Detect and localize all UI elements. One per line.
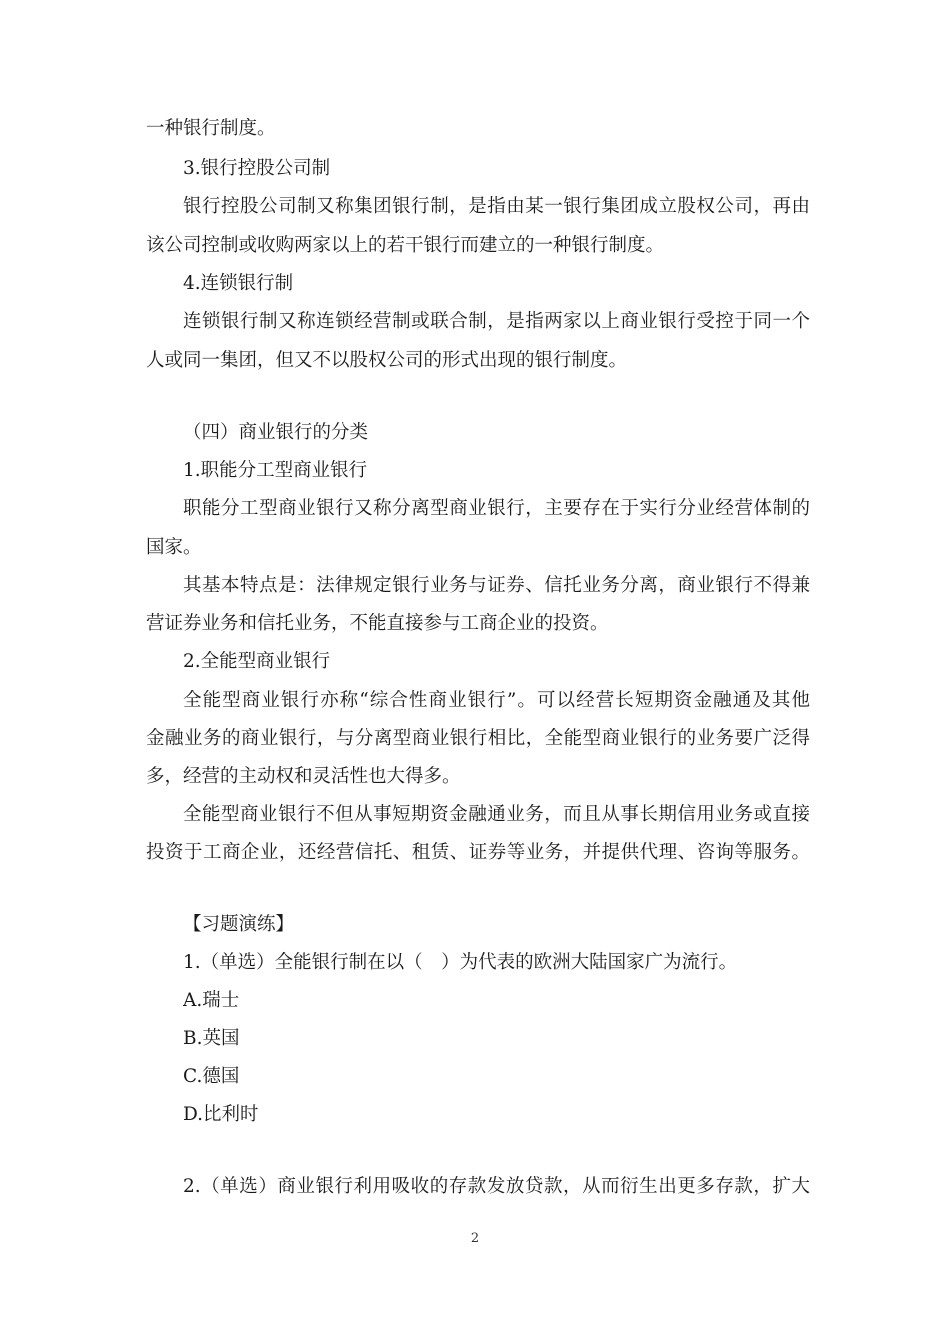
paragraph-line: 银行控股公司制又称集团银行制，是指由某一银行集团成立股权公司，再由 (183, 196, 810, 217)
heading-chain-banking: 4.连锁银行制 (183, 273, 294, 294)
question-1: 1.（单选）全能银行制在以（ ）为代表的欧洲大陆国家广为流行。 (183, 952, 738, 973)
paragraph-line: 多，经营的主动权和灵活性也大得多。 (146, 766, 461, 787)
section-heading-classification: （四）商业银行的分类 (183, 422, 369, 443)
paragraph-line: 营证券业务和信托业务，不能直接参与工商企业的投资。 (146, 613, 609, 634)
paragraph-line: 投资于工商企业，还经营信托、租赁、证券等业务，并提供代理、咨询等服务。 (146, 842, 810, 863)
heading-functional-division-bank: 1.职能分工型商业银行 (183, 460, 368, 481)
exercise-heading: 【习题演练】 (183, 914, 295, 935)
paragraph-line: 金融业务的商业银行，与分离型商业银行相比，全能型商业银行的业务要广泛得 (146, 728, 810, 749)
heading-bank-holding-company: 3.银行控股公司制 (183, 158, 331, 179)
paragraph-line: 人或同一集团，但又不以股权公司的形式出现的银行制度。 (146, 350, 628, 371)
paragraph-line: 全能型商业银行不但从事短期资金融通业务，而且从事长期信用业务或直接 (183, 804, 810, 825)
option-c: C.德国 (183, 1066, 240, 1087)
option-b: B.英国 (183, 1028, 240, 1049)
paragraph-line: 其基本特点是：法律规定银行业务与证券、信托业务分离，商业银行不得兼 (183, 575, 810, 596)
paragraph-line: 职能分工型商业银行又称分离型商业银行，主要存在于实行分业经营体制的 (183, 498, 810, 519)
option-a: A.瑞士 (183, 990, 240, 1011)
paragraph-line: 连锁银行制又称连锁经营制或联合制，是指两家以上商业银行受控于同一个 (183, 311, 810, 332)
question-2: 2.（单选）商业银行利用吸收的存款发放贷款，从而衍生出更多存款，扩大 (183, 1176, 810, 1197)
paragraph-line: 国家。 (146, 537, 202, 558)
paragraph-line: 该公司控制或收购两家以上的若干银行而建立的一种银行制度。 (146, 235, 665, 256)
paragraph-continuation: 一种银行制度。 (146, 118, 276, 139)
option-d: D.比利时 (183, 1104, 259, 1125)
paragraph-line: 全能型商业银行亦称“综合性商业银行”。可以经营长短期资金融通及其他 (183, 690, 810, 711)
page-number: 2 (470, 1231, 480, 1246)
heading-universal-bank: 2.全能型商业银行 (183, 651, 331, 672)
